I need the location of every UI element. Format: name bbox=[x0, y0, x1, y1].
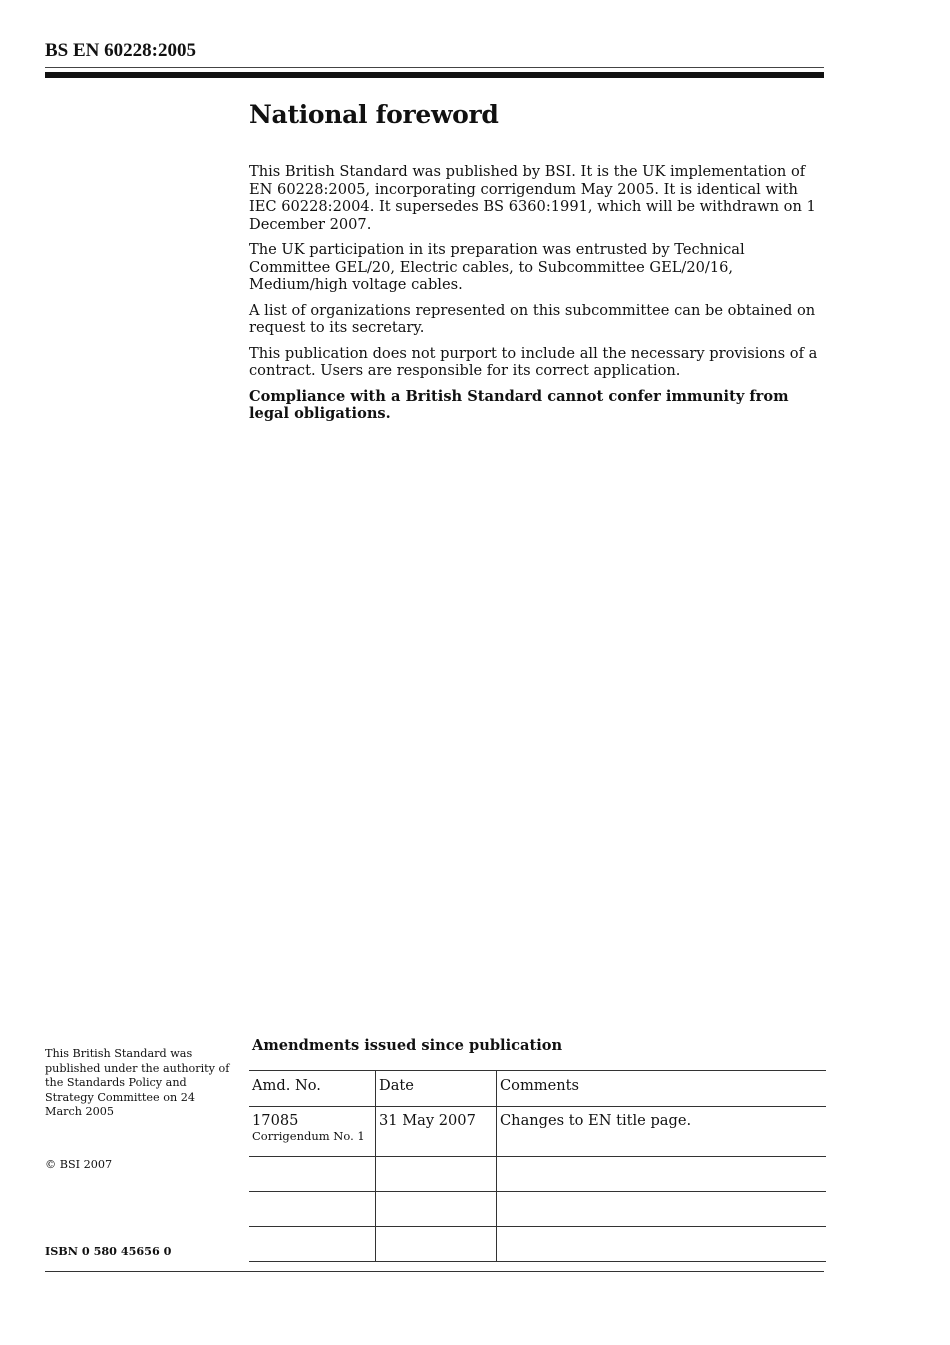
foreword-paragraph: This British Standard was published by BSI. It is the UK implementation of EN 60228:2005, incorporating corrigendum May 2005. It is identical with IEC 60228:2004. It supersedes BS 6360:1991, which will be withdrawn on 1 December 2007. bbox=[249, 163, 816, 233]
amendments-table bbox=[249, 1070, 826, 1262]
footer-rule bbox=[45, 1271, 824, 1272]
foreword-paragraph: The UK participation in its preparation was entrusted by Technical Committee GEL/20, Electric cables, to Subcommittee GEL/20/16, Medium/high voltage cables. bbox=[249, 241, 745, 293]
document-identifier: BS EN 60228:2005 bbox=[45, 40, 196, 61]
date-cell bbox=[376, 1192, 497, 1227]
page-title: National foreword bbox=[249, 100, 499, 129]
header-rule-thick bbox=[45, 72, 824, 78]
table-row bbox=[249, 1157, 826, 1192]
foreword-body bbox=[249, 163, 827, 431]
amd-number: 17085 bbox=[252, 1112, 299, 1129]
date-cell bbox=[376, 1227, 497, 1262]
comments-cell: Changes to EN title page. bbox=[497, 1107, 827, 1157]
amd-no-cell bbox=[249, 1107, 376, 1157]
comments-cell bbox=[497, 1192, 827, 1227]
amd-no-cell bbox=[249, 1227, 376, 1262]
amd-no-cell bbox=[249, 1192, 376, 1227]
table-row bbox=[249, 1227, 826, 1262]
column-header-comments: Comments bbox=[497, 1071, 827, 1107]
column-header-amd-no: Amd. No. bbox=[249, 1071, 376, 1107]
foreword-paragraph: A list of organizations represented on this subcommittee can be obtained on request to its secretary. bbox=[249, 301, 816, 336]
compliance-statement: Compliance with a British Standard cannot confer immunity from legal obligations. bbox=[249, 387, 789, 422]
date-cell: 31 May 2007 bbox=[376, 1107, 497, 1157]
header-rule-thin bbox=[45, 67, 824, 68]
amd-note: Corrigendum No. 1 bbox=[252, 1129, 365, 1143]
column-header-date: Date bbox=[376, 1071, 497, 1107]
date-cell bbox=[376, 1157, 497, 1192]
foreword-paragraph: This publication does not purport to include all the necessary provisions of a contract. Users are responsible for its correct application. bbox=[249, 344, 818, 379]
amd-no-cell bbox=[249, 1157, 376, 1192]
copyright-notice: © BSI 2007 bbox=[45, 1158, 113, 1171]
publication-notice: This British Standard was published under the authority of the Standards Policy and Strategy Committee on 24 March 2005 bbox=[45, 1047, 230, 1119]
table-row bbox=[249, 1192, 826, 1227]
comments-cell bbox=[497, 1227, 827, 1262]
amendments-heading: Amendments issued since publication bbox=[252, 1037, 563, 1054]
table-row bbox=[249, 1107, 826, 1157]
isbn: ISBN 0 580 45656 0 bbox=[45, 1244, 172, 1258]
table-header-row bbox=[249, 1071, 826, 1107]
comments-cell bbox=[497, 1157, 827, 1192]
